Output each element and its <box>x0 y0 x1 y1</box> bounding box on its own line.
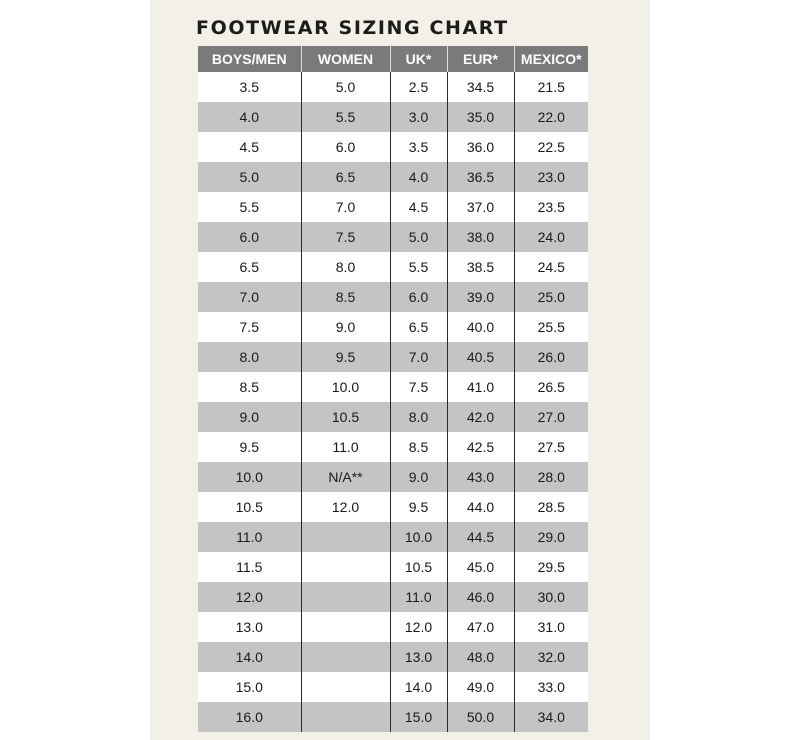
table-cell-uk: 7.5 <box>390 372 447 402</box>
table-cell-boys-men: 14.0 <box>198 642 301 672</box>
sizing-table <box>198 46 588 732</box>
column-header-women: WOMEN <box>301 46 390 72</box>
table-cell-women <box>301 522 390 552</box>
column-header-uk: UK* <box>390 46 447 72</box>
table-cell-mexico: 27.5 <box>514 432 588 462</box>
table-cell-women: 9.5 <box>301 342 390 372</box>
table-cell-eur: 50.0 <box>447 702 514 732</box>
column-header-boys-men: BOYS/MEN <box>198 46 301 72</box>
table-cell-women: 10.5 <box>301 402 390 432</box>
table-cell-boys-men: 11.5 <box>198 552 301 582</box>
table-cell-uk: 9.5 <box>390 492 447 522</box>
table-cell-eur: 40.0 <box>447 312 514 342</box>
table-cell-mexico: 27.0 <box>514 402 588 432</box>
table-cell-mexico: 29.0 <box>514 522 588 552</box>
table-cell-women: 12.0 <box>301 492 390 522</box>
table-row <box>198 492 588 522</box>
table-cell-boys-men: 15.0 <box>198 672 301 702</box>
table-cell-boys-men: 5.0 <box>198 162 301 192</box>
table-cell-women <box>301 702 390 732</box>
table-cell-eur: 40.5 <box>447 342 514 372</box>
table-cell-boys-men: 12.0 <box>198 582 301 612</box>
table-cell-women: 5.0 <box>301 72 390 102</box>
table-cell-uk: 11.0 <box>390 582 447 612</box>
table-cell-women <box>301 582 390 612</box>
table-cell-women: 11.0 <box>301 432 390 462</box>
table-cell-women: 8.0 <box>301 252 390 282</box>
table-row <box>198 612 588 642</box>
table-header-row <box>198 46 588 72</box>
table-cell-boys-men: 4.0 <box>198 102 301 132</box>
table-cell-uk: 8.0 <box>390 402 447 432</box>
table-cell-boys-men: 10.5 <box>198 492 301 522</box>
table-cell-mexico: 25.0 <box>514 282 588 312</box>
table-cell-women: 6.5 <box>301 162 390 192</box>
table-cell-boys-men: 10.0 <box>198 462 301 492</box>
table-cell-uk: 12.0 <box>390 612 447 642</box>
table-cell-boys-men: 9.0 <box>198 402 301 432</box>
table-cell-uk: 3.5 <box>390 132 447 162</box>
chart-title: FOOTWEAR SIZING CHART <box>196 17 509 39</box>
table-cell-boys-men: 11.0 <box>198 522 301 552</box>
table-cell-mexico: 24.5 <box>514 252 588 282</box>
table-row <box>198 192 588 222</box>
table-cell-boys-men: 6.0 <box>198 222 301 252</box>
table-cell-eur: 37.0 <box>447 192 514 222</box>
table-cell-eur: 41.0 <box>447 372 514 402</box>
table-cell-eur: 38.0 <box>447 222 514 252</box>
table-cell-uk: 15.0 <box>390 702 447 732</box>
table-cell-boys-men: 3.5 <box>198 72 301 102</box>
table-cell-boys-men: 5.5 <box>198 192 301 222</box>
table-cell-eur: 46.0 <box>447 582 514 612</box>
table-cell-boys-men: 16.0 <box>198 702 301 732</box>
table-row <box>198 552 588 582</box>
table-cell-women: 5.5 <box>301 102 390 132</box>
table-cell-mexico: 34.0 <box>514 702 588 732</box>
table-cell-mexico: 24.0 <box>514 222 588 252</box>
table-cell-women: 7.5 <box>301 222 390 252</box>
table-row <box>198 402 588 432</box>
table-cell-eur: 44.0 <box>447 492 514 522</box>
table-cell-mexico: 30.0 <box>514 582 588 612</box>
table-cell-women <box>301 642 390 672</box>
table-cell-boys-men: 4.5 <box>198 132 301 162</box>
table-cell-boys-men: 6.5 <box>198 252 301 282</box>
table-cell-women: 10.0 <box>301 372 390 402</box>
table-cell-uk: 10.5 <box>390 552 447 582</box>
column-header-mexico: MEXICO* <box>514 46 588 72</box>
table-cell-uk: 14.0 <box>390 672 447 702</box>
table-row <box>198 222 588 252</box>
table-row <box>198 72 588 102</box>
table-row <box>198 702 588 732</box>
table-cell-women: 7.0 <box>301 192 390 222</box>
table-cell-uk: 3.0 <box>390 102 447 132</box>
table-row <box>198 672 588 702</box>
table-cell-mexico: 26.0 <box>514 342 588 372</box>
table-cell-eur: 34.5 <box>447 72 514 102</box>
table-cell-uk: 8.5 <box>390 432 447 462</box>
table-cell-eur: 35.0 <box>447 102 514 132</box>
table-row <box>198 282 588 312</box>
table-cell-women: 6.0 <box>301 132 390 162</box>
table-cell-mexico: 25.5 <box>514 312 588 342</box>
table-cell-mexico: 23.0 <box>514 162 588 192</box>
table-row <box>198 132 588 162</box>
table-cell-eur: 47.0 <box>447 612 514 642</box>
table-cell-uk: 7.0 <box>390 342 447 372</box>
table-cell-mexico: 22.0 <box>514 102 588 132</box>
table-cell-women <box>301 552 390 582</box>
table-row <box>198 252 588 282</box>
table-row <box>198 312 588 342</box>
table-cell-uk: 13.0 <box>390 642 447 672</box>
table-row <box>198 162 588 192</box>
table-cell-uk: 4.0 <box>390 162 447 192</box>
table-row <box>198 642 588 672</box>
table-cell-women: N/A** <box>301 462 390 492</box>
table-cell-uk: 5.0 <box>390 222 447 252</box>
table-cell-women <box>301 612 390 642</box>
table-cell-eur: 38.5 <box>447 252 514 282</box>
table-cell-eur: 45.0 <box>447 552 514 582</box>
table-cell-mexico: 28.5 <box>514 492 588 522</box>
table-cell-uk: 2.5 <box>390 72 447 102</box>
table-cell-uk: 9.0 <box>390 462 447 492</box>
table-cell-eur: 36.0 <box>447 132 514 162</box>
table-cell-mexico: 23.5 <box>514 192 588 222</box>
table-cell-uk: 10.0 <box>390 522 447 552</box>
column-header-eur: EUR* <box>447 46 514 72</box>
table-cell-mexico: 29.5 <box>514 552 588 582</box>
table-cell-boys-men: 7.5 <box>198 312 301 342</box>
table-cell-mexico: 33.0 <box>514 672 588 702</box>
table-cell-eur: 42.5 <box>447 432 514 462</box>
table-cell-women <box>301 672 390 702</box>
table-cell-eur: 43.0 <box>447 462 514 492</box>
table-cell-mexico: 28.0 <box>514 462 588 492</box>
table-cell-boys-men: 8.5 <box>198 372 301 402</box>
table-cell-eur: 39.0 <box>447 282 514 312</box>
table-cell-uk: 6.5 <box>390 312 447 342</box>
table-cell-uk: 5.5 <box>390 252 447 282</box>
table-cell-eur: 36.5 <box>447 162 514 192</box>
table-cell-boys-men: 8.0 <box>198 342 301 372</box>
table-cell-mexico: 26.5 <box>514 372 588 402</box>
table-body <box>198 72 588 732</box>
table-cell-uk: 6.0 <box>390 282 447 312</box>
table-cell-eur: 49.0 <box>447 672 514 702</box>
table-cell-eur: 48.0 <box>447 642 514 672</box>
table-cell-mexico: 22.5 <box>514 132 588 162</box>
table-cell-boys-men: 13.0 <box>198 612 301 642</box>
table-cell-mexico: 32.0 <box>514 642 588 672</box>
table-cell-eur: 42.0 <box>447 402 514 432</box>
table-cell-women: 9.0 <box>301 312 390 342</box>
table-row <box>198 342 588 372</box>
table-cell-boys-men: 7.0 <box>198 282 301 312</box>
table-cell-women: 8.5 <box>301 282 390 312</box>
table-row <box>198 102 588 132</box>
table-row <box>198 462 588 492</box>
table-cell-uk: 4.5 <box>390 192 447 222</box>
table-cell-eur: 44.5 <box>447 522 514 552</box>
table-row <box>198 582 588 612</box>
table-row <box>198 522 588 552</box>
table-row <box>198 372 588 402</box>
table-cell-boys-men: 9.5 <box>198 432 301 462</box>
table-cell-mexico: 21.5 <box>514 72 588 102</box>
table-cell-mexico: 31.0 <box>514 612 588 642</box>
table-row <box>198 432 588 462</box>
